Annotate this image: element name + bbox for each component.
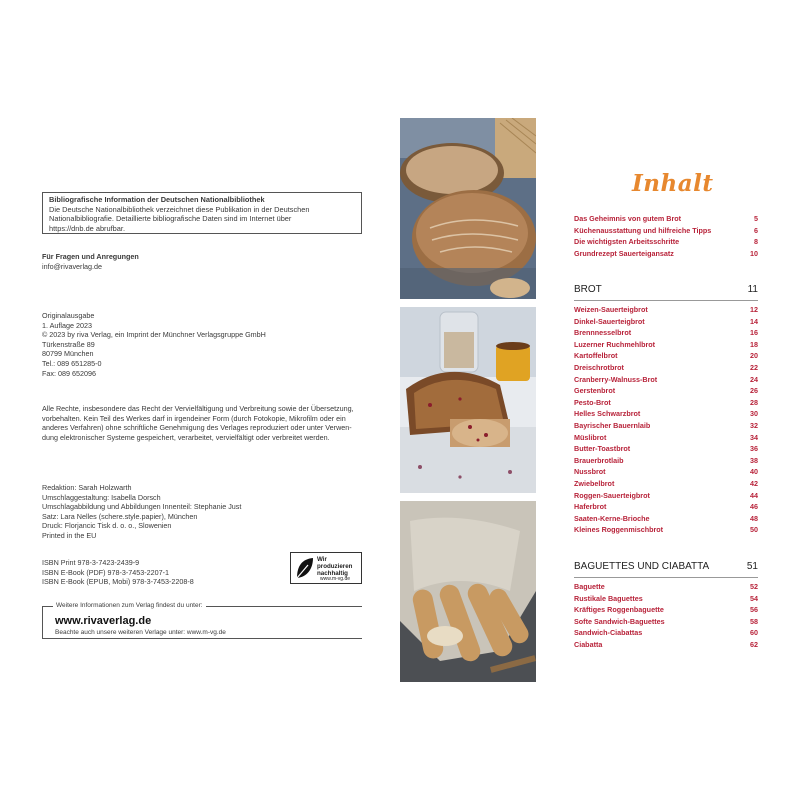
toc-entry-label: Ciabatta <box>574 640 603 649</box>
toc-entry-page: 34 <box>750 432 758 442</box>
toc-entry[interactable] <box>574 339 758 351</box>
toc-entry[interactable] <box>574 374 758 386</box>
toc-entry-page: 6 <box>754 225 758 235</box>
team-line: Satz: Lara Nelles (schere.style.papier), München <box>42 511 198 521</box>
toc-entry[interactable] <box>574 513 758 525</box>
isbn-line: ISBN E-Book (EPUB, Mobi) 978-3-7453-2208-8 <box>42 577 194 587</box>
toc-entry[interactable] <box>574 581 758 593</box>
edition-line: Originalausgabe <box>42 311 95 320</box>
toc-entry[interactable] <box>574 616 758 628</box>
other-publishers-text: Beachte auch unsere weiteren Verlage unter: www.m-vg.de <box>55 629 226 636</box>
contact-block <box>42 252 139 271</box>
toc-entry[interactable] <box>574 593 758 605</box>
toc-entry-label: Grundrezept Sauerteigansatz <box>574 248 674 258</box>
edition-line: Türkenstraße 89 <box>42 339 95 349</box>
edition-line: © 2023 by riva Verlag, ein Imprint der Münchner Verlagsgruppe GmbH <box>42 330 266 340</box>
toc-entry-label: Haferbrot <box>574 502 607 512</box>
toc-entry-page: 60 <box>750 628 758 638</box>
toc-entry[interactable] <box>574 501 758 513</box>
toc-entry-label: Butter-Toastbrot <box>574 444 631 454</box>
toc-entry-label: Sandwich-Ciabattas <box>574 628 643 638</box>
toc-entry-page: 26 <box>750 386 758 396</box>
toc-entry-page: 46 <box>750 502 758 512</box>
toc-section-heading[interactable] <box>574 284 758 295</box>
toc-entry-page: 20 <box>750 351 758 361</box>
toc-entry-page: 14 <box>750 316 758 326</box>
toc-entry[interactable] <box>574 225 758 237</box>
biblio-text-line: Nationalbibliografie. Detaillierte bibliografische Daten sind im Internet über <box>49 214 292 224</box>
toc-entry-label: Müslibrot <box>574 432 607 442</box>
toc-entry-page: 18 <box>750 339 758 349</box>
toc-entry-label: Pesto-Brot <box>574 397 611 407</box>
toc-entry-page: 12 <box>750 305 758 314</box>
toc-entry[interactable] <box>574 362 758 374</box>
biblio-text-line: Die Deutsche Nationalbibliothek verzeichnet diese Publikation in der Deutschen <box>49 204 310 214</box>
toc-entry-label: Softe Sandwich-Baguettes <box>574 616 665 626</box>
biblio-heading: Bibliografische Information der Deutschen Nationalbibliothek <box>49 195 265 204</box>
photo-cranberry-bread <box>400 307 536 493</box>
toc-entry[interactable] <box>574 385 758 397</box>
toc-entry-label: Baguette <box>574 582 605 591</box>
section-page: 11 <box>747 284 758 295</box>
toc-entry[interactable] <box>574 397 758 409</box>
section-title: BROT <box>574 284 602 295</box>
contact-email: info@rivaverlag.de <box>42 261 103 271</box>
badge-line: Wir produzieren <box>317 556 353 570</box>
toc-entry[interactable] <box>574 213 758 225</box>
contact-heading: Für Fragen und Anregungen <box>42 252 139 261</box>
toc-entry-page: 30 <box>750 409 758 419</box>
leaf-icon <box>294 556 316 581</box>
toc-entry[interactable] <box>574 455 758 467</box>
toc-entry-label: Küchenausstattung und hilfreiche Tipps <box>574 225 712 235</box>
toc-entry[interactable] <box>574 478 758 490</box>
toc-entry-page: 16 <box>750 328 758 338</box>
photo-sourdough-loaf <box>400 118 536 299</box>
more-info-text: Weitere Informationen zum Verlag findest du unter: <box>53 602 206 609</box>
toc-entry-label: Dreischrotbrot <box>574 363 624 372</box>
edition-line: Fax: 089 652096 <box>42 368 96 378</box>
rights-line: Alle Rechte, insbesondere das Recht der Vervielfältigung und Verbreitung sowie der Übersetzung, <box>42 404 354 413</box>
toc-entry-label: Roggen-Sauerteigbrot <box>574 490 650 500</box>
isbn-line: ISBN E-Book (PDF) 978-3-7453-2207-1 <box>42 567 170 577</box>
toc-entry[interactable] <box>574 639 758 651</box>
badge-line: nachhaltig <box>317 570 348 577</box>
toc-entry[interactable] <box>574 350 758 362</box>
toc-entry-label: Helles Schwarzbrot <box>574 409 641 419</box>
toc-entry-label: Gerstenbrot <box>574 386 616 396</box>
toc-section-heading[interactable] <box>574 561 758 572</box>
edition-line: 1. Auflage 2023 <box>42 320 92 330</box>
toc-entry-page: 56 <box>750 605 758 615</box>
isbn-block <box>42 558 194 587</box>
toc-entry-label: Dinkel-Sauerteigbrot <box>574 316 645 326</box>
sustainability-badge <box>290 552 362 584</box>
team-block <box>42 483 241 541</box>
toc-entry-page: 10 <box>750 248 758 258</box>
photo-baguettes <box>400 501 536 682</box>
toc-entry[interactable] <box>574 490 758 502</box>
toc-entry-page: 40 <box>750 467 758 477</box>
toc-entry-page: 8 <box>754 237 758 247</box>
toc-entry-page: 28 <box>750 397 758 407</box>
section-divider <box>574 300 758 301</box>
toc-entry[interactable] <box>574 236 758 248</box>
toc-entry[interactable] <box>574 627 758 639</box>
badge-text <box>317 556 361 577</box>
toc-entry-page: 44 <box>750 490 758 500</box>
toc-entry-page: 48 <box>750 513 758 523</box>
toc-entry-page: 32 <box>750 421 758 430</box>
section-title: BAGUETTES UND CIABATTA <box>574 561 710 572</box>
team-line: Umschlaggestaltung: Isabella Dorsch <box>42 492 161 502</box>
toc-entry-label: Kräftiges Roggenbaguette <box>574 605 664 615</box>
toc-entry-page: 38 <box>750 455 758 465</box>
toc-entry-page: 52 <box>750 582 758 591</box>
toc-entry-page: 36 <box>750 444 758 454</box>
team-line: Druck: Florjancic Tisk d. o. o., Slowenien <box>42 521 172 531</box>
toc-entry[interactable] <box>574 420 758 432</box>
rights-line: anderes Verfahren) ohne schriftliche Genehmigung des Verlages reproduziert oder unter Verwen- <box>42 423 352 433</box>
rights-line: vorbehalten. Kein Teil des Werkes darf in irgendeiner Form (durch Fotokopie, Mikrofilm oder ein <box>42 413 346 423</box>
rights-line: dung elektronischer Systeme gespeichert, verarbeitet, vervielfältigt oder verbreitet werden. <box>42 432 330 442</box>
edition-line: Tel.: 089 651285-0 <box>42 358 102 368</box>
badge-url: www.m-vg.de <box>320 576 351 582</box>
toc-entry-label: Bayrischer Bauernlaib <box>574 421 651 430</box>
toc-title: Inhalt <box>632 170 714 197</box>
section-page: 51 <box>746 561 758 572</box>
toc-entry[interactable] <box>574 304 758 316</box>
toc-entry-page: 58 <box>750 616 758 626</box>
toc-entry[interactable] <box>574 248 758 260</box>
toc-entry-label: Cranberry-Walnuss-Brot <box>574 374 658 384</box>
toc-entry-label: Das Geheimnis von gutem Brot <box>574 214 682 223</box>
toc-entry-page: 24 <box>750 374 758 384</box>
toc-entry[interactable] <box>574 466 758 478</box>
toc-entry-page: 62 <box>750 640 758 649</box>
toc-entry-label: Luzerner Ruchmehlbrot <box>574 339 656 349</box>
toc-entry[interactable] <box>574 432 758 444</box>
edition-line: 80799 München <box>42 349 94 359</box>
toc-entry[interactable] <box>574 316 758 328</box>
toc-entry[interactable] <box>574 408 758 420</box>
toc-entry-label: Weizen-Sauerteigbrot <box>574 305 648 314</box>
toc-entry-label: Rustikale Baguettes <box>574 593 643 603</box>
toc-entry-label: Kleines Roggenmischbrot <box>574 525 664 535</box>
biblio-text-line: https://dnb.de abrufbar. <box>49 223 126 233</box>
team-line: Umschlagabbildung und Abbildungen Innenteil: Stephanie Just <box>42 502 242 512</box>
rights-block <box>42 404 372 442</box>
publisher-info-box <box>42 602 362 639</box>
toc-entry[interactable] <box>574 604 758 616</box>
isbn-line: ISBN Print 978-3-7423-2439-9 <box>42 558 140 567</box>
edition-block <box>42 311 266 378</box>
toc-entry-label: Kartoffelbrot <box>574 351 618 361</box>
toc-entry-label: Nussbrot <box>574 467 606 477</box>
toc-entry-page: 50 <box>750 525 758 535</box>
toc-entry-label: Saaten-Kerne-Brioche <box>574 513 650 523</box>
section-divider <box>574 577 758 578</box>
toc-entry-label: Brennnesselbrot <box>574 328 632 338</box>
toc-entry-page: 54 <box>750 593 758 603</box>
team-line: Redaktion: Sarah Holzwarth <box>42 483 132 492</box>
toc-entry[interactable] <box>574 443 758 455</box>
toc-entry-page: 22 <box>750 363 758 372</box>
toc-entry-label: Die wichtigsten Arbeitsschritte <box>574 237 680 247</box>
toc-entry[interactable] <box>574 327 758 339</box>
publisher-url[interactable]: www.rivaverlag.de <box>55 615 152 627</box>
toc-entry[interactable] <box>574 524 758 536</box>
toc-entry-page: 5 <box>754 214 758 223</box>
toc-entry-page: 42 <box>750 479 758 488</box>
team-line: Printed in the EU <box>42 530 97 540</box>
biblio-info-box <box>42 192 362 234</box>
toc-entry-label: Brauerbrotlaib <box>574 455 624 465</box>
toc-entry-label: Zwiebelbrot <box>574 479 615 488</box>
